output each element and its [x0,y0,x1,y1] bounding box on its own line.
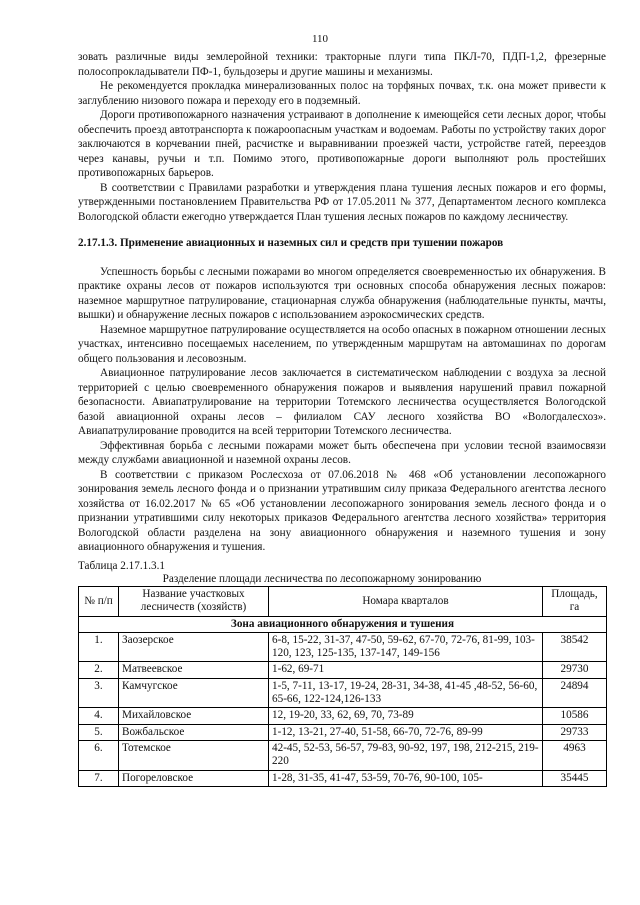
paragraph: Эффективная борьба с лесными пожарами может быть обеспечена при условии тесной взаимосвязи между службами авиационной и наземной охраны лесов. [78,439,606,466]
row-number: 5. [79,724,119,740]
row-quarters: 42-45, 52-53, 56-57, 79-83, 90-92, 197, 198, 212-215, 219-220 [269,740,543,770]
page-number: 110 [311,33,329,45]
row-forestry-name: Матвеевское [119,662,269,678]
paragraph: Наземное маршрутное патрулирование осуществляется на особо опасных в пожарном отношении лесных участках, интенсивно посещаемых населением, по утвержденным маршрутам на автомашинах по дорогам общего пользования и лесовозным. [78,323,606,365]
table-caption: Разделение площади лесничества по лесопожарному зонированию [162,573,482,585]
row-quarters: 1-28, 31-35, 41-47, 53-59, 70-76, 90-100, 105- [269,770,543,786]
row-area: 38542 [543,632,607,662]
row-forestry-name: Заозерское [119,632,269,662]
zone-row [79,616,607,632]
table-header-row [79,587,607,617]
paragraph: Не рекомендуется прокладка минерализованных полос на торфяных почвах, т.к. она может привести к заглублению низового пожара и переходу его в подземный. [78,80,606,107]
document-body [78,50,606,787]
table-row [79,632,607,662]
table-row [79,724,607,740]
row-forestry-name: Вожбальское [119,724,269,740]
row-number: 2. [79,662,119,678]
section-heading: 2.17.1.3. Применение авиационных и наземных сил и средств при тушении пожаров [78,237,504,249]
header-quarters: Номара кварталов [269,587,543,617]
row-quarters: 1-62, 69-71 [269,662,543,678]
row-quarters: 1-12, 13-21, 27-40, 51-58, 66-70, 72-76, 89-99 [269,724,543,740]
paragraph: Дороги противопожарного назначения устраивают в дополнение к имеющейся сети лесных дорог, чтобы обеспечить проезд автотранспорта к пожароопасным участкам и водоемам. Работы по устройству таких дорог заключаются в корчевании пней, расчистке и выравнивании проезжей части, устройстве гатей, переездов через канавы, ручьи и т.п. Помимо этого, противопожарные дороги выполняют роль простейших противопожарных барьеров. [78,109,606,179]
row-area: 24894 [543,678,607,708]
table-number: Таблица 2.17.1.3.1 [78,559,166,572]
row-forestry-name: Камчугское [119,678,269,708]
row-quarters: 1-5, 7-11, 13-17, 19-24, 28-31, 34-38, 41-45 ,48-52, 56-60, 65-66, 122-124,126-133 [269,678,543,708]
table-row [79,678,607,708]
header-forestry-name: Название участковых лесничеств (хозяйств) [119,587,269,617]
row-area: 35445 [543,770,607,786]
row-quarters: 12, 19-20, 33, 62, 69, 70, 73-89 [269,708,543,724]
zone-title: Зона авиационного обнаружения и тушения [79,616,607,632]
row-forestry-name: Михайловское [119,708,269,724]
table-row [79,770,607,786]
table-row [79,740,607,770]
row-forestry-name: Тотемское [119,740,269,770]
paragraph: В соответствии с Правилами разработки и утверждения плана тушения лесных пожаров и его формы, утвержденными постановлением Правительства РФ от 17.05.2011 № 377, Департаментом лесного комплекса Вологодской области ежегодно утверждается План тушения лесных пожаров по каждому лесничеству. [78,181,606,223]
row-number: 1. [79,632,119,662]
paragraph: В соответствии с приказом Рослесхоза от 07.06.2018 № 468 «Об установлении лесопожарного зонирования земель лесного фонда и о признании утратившим силу приказа Федерального агентства лесного хозяйства от 16.02.2017 № 65 «Об установлении лесопожарного зонирования земель лесного фонда и о признании утратившими силу некоторых приказов Федерального агентства лесного хозяйства» территория Вологодской области разделена на зону авиационного обнаружения и наземного тушения и зону авиационного обнаружения и тушения. [78,468,606,553]
paragraph: Успешность борьбы с лесными пожарами во многом определяется своевременностью их обнаружения. В практике охраны лесов от пожаров используются три основных способа обнаружения лесных пожаров: наземное маршрутное патрулирование, стационарная служба обнаружения (наблюдательные пункты, мачты, вышки) и обнаружение лесных пожаров с использованием аэрокосмических средств. [78,265,606,321]
row-number: 6. [79,740,119,770]
header-number: № п/п [79,587,119,617]
header-area: Площадь, га [543,587,607,617]
paragraph: зовать различные виды землеройной техники: тракторные плуги типа ПКЛ-70, ПДП-1,2, фрезерные полосопрокладыватели ПФ-1, бульдозеры и другие машины и механизмы. [78,51,606,78]
zoning-table [78,586,607,787]
row-forestry-name: Погореловское [119,770,269,786]
row-number: 7. [79,770,119,786]
row-number: 3. [79,678,119,708]
table-row [79,662,607,678]
row-area: 29733 [543,724,607,740]
row-area: 4963 [543,740,607,770]
table-row [79,708,607,724]
row-number: 4. [79,708,119,724]
row-area: 10586 [543,708,607,724]
row-area: 29730 [543,662,607,678]
row-quarters: 6-8, 15-22, 31-37, 47-50, 59-62, 67-70, 72-76, 81-99, 103-120, 123, 125-135, 137-147, 149-156 [269,632,543,662]
paragraph: Авиационное патрулирование лесов заключается в систематическом наблюдении с воздуха за лесной территорией с целью своевременного обнаружения пожаров и выявления нарушений правил пожарной безопасности. Авиапатрулирование на территории Тотемского лесничества осуществляется Вологодской базой авиационной охраны лесов – филиалом САУ лесного хозяйства ВО «Вологдалесхоз». Авиапатрулирование проводится на всей территории Тотемского лесничества. [78,367,606,437]
